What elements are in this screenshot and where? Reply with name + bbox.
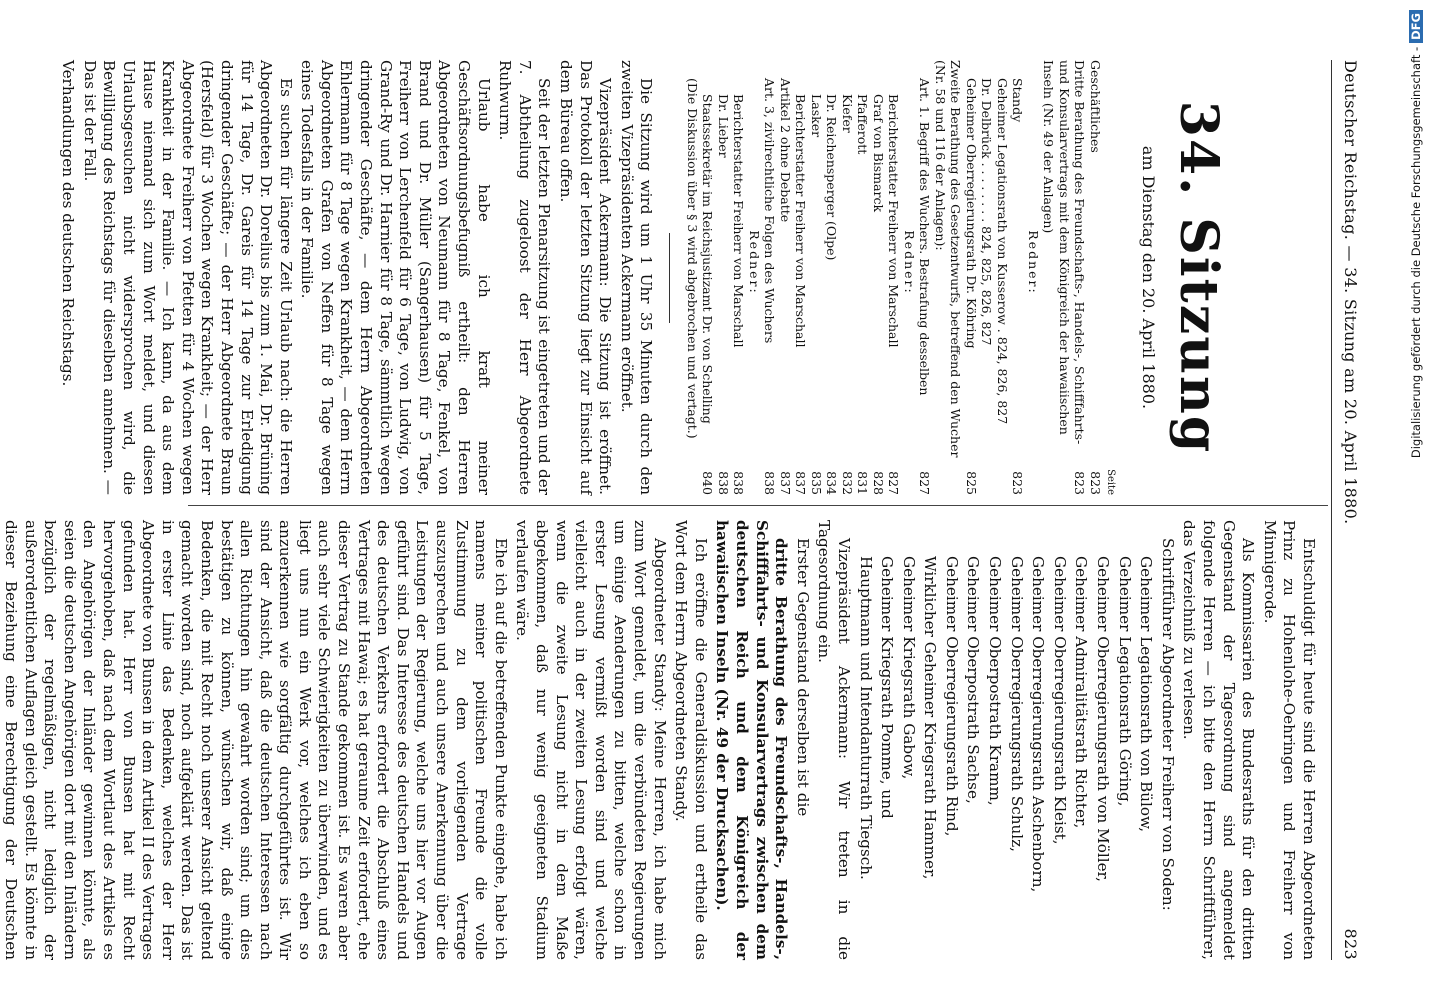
toc-row: [793, 60, 809, 495]
column-rule: [188, 505, 1328, 506]
dfg-notice: [1405, 10, 1427, 990]
left-column: [56, 60, 1318, 495]
toc-page: 838: [731, 471, 747, 495]
toc-row: [870, 60, 886, 495]
toc-entry: Zweite Berathung des Gesetzentwurfs, betreffend den Wucher (Nr. 58 und 116 der Anlagen):: [932, 60, 964, 458]
paragraph: Vizepräsident Ackermann: Die Sitzung ist eröffnet. Das Protokoll der letzten Sitzung liegt zur Einsicht auf dem Büreau offen.: [557, 60, 615, 495]
toc-row: [1010, 60, 1026, 495]
toc-entry: Redner:: [1025, 230, 1041, 295]
toc-page: 834: [824, 471, 840, 495]
page-number: 823: [1341, 928, 1360, 960]
list-item: Geheimer Oberpostrath Sachse,: [964, 556, 983, 804]
list-item: Geheimer Kriegsrath Gabow,: [899, 556, 918, 780]
list-item: Geheimer Oberregierungsrath Rind,: [942, 556, 961, 837]
toc-row: [731, 60, 747, 495]
session-title: 34. Sitzung: [1168, 100, 1229, 455]
dfg-sidebar: [1405, 10, 1427, 990]
toc-page: 840: [700, 471, 716, 495]
left-body: [58, 60, 656, 495]
toc-header: Seite: [1105, 469, 1117, 495]
toc-page: 827: [917, 471, 933, 495]
toc-page: 835: [808, 471, 824, 495]
toc-entry: Art. 3, zivilrechtliche Folgen des Wuchers: [762, 78, 778, 344]
section-rule: [669, 233, 670, 323]
list-item: Geheimer Oberregierungsrath Kleist,: [1050, 556, 1069, 845]
paragraph: Verhandlungen des deutschen Reichstags.: [59, 60, 78, 387]
toc-page: 825: [963, 471, 979, 495]
toc-row: [762, 60, 778, 495]
toc-page: 837: [793, 471, 809, 495]
toc-page: 828: [870, 471, 886, 495]
paragraph: Schriftführer Abgeordneter Freiherr von Soden:: [1158, 538, 1177, 911]
toc-page: 832: [839, 471, 855, 495]
toc-entry: Geheimer Legationsrath von Kusserow . 824, 826, 827: [994, 78, 1010, 425]
list-item: Geheimer Oberpostrath Kramm,: [986, 556, 1005, 806]
list-item: Geheimer Oberregierungsrath von Möller,: [1094, 556, 1113, 882]
toc-row: [808, 60, 824, 495]
list-item: Geheimer Legationsrath von Bülow,: [1137, 556, 1156, 833]
toc-entry: Art. 1. Begriff des Wuchers. Bestrafung desselben: [917, 78, 933, 396]
toc-page: [901, 465, 917, 495]
toc-row: [824, 60, 840, 495]
toc-entry: Geschäftliches: [1087, 60, 1103, 153]
toc-row: [684, 60, 700, 495]
toc-page: 823: [1087, 471, 1103, 495]
table-of-contents: [684, 60, 1118, 495]
toc-entry: Kiefer: [839, 94, 855, 133]
toc-entry: Lasker: [808, 94, 824, 138]
toc-page: [746, 465, 762, 495]
session-date: am Dienstag den 20. April 1880.: [1139, 145, 1158, 410]
toc-row: [1041, 60, 1088, 495]
paragraph: Entschuldigt für heute sind die Herren Abgeordneten Prinz zu Hohenlohe-Oehringen und Freiherr von Minnigerode.: [1260, 520, 1318, 960]
right-column: [0, 520, 1318, 960]
right-body: [0, 520, 1318, 960]
dfg-logo: DFG: [1409, 10, 1423, 43]
list-item: Geheimer Oberregierungsrath Aschenborn,: [1029, 556, 1048, 893]
toc-entry: Berichterstatter Freiherr von Marschall: [793, 94, 809, 348]
toc-entry: Artikel 2 ohne Debatte: [777, 78, 793, 223]
toc-row: [700, 60, 716, 495]
toc-entry: Graf von Bismarck: [870, 94, 886, 213]
toc-entry: Berichterstatter Freiherr von Marschall: [731, 94, 747, 348]
toc-entry: Berichterstatter Freiherr von Marschall: [886, 94, 902, 348]
toc-page: 823: [1072, 471, 1088, 495]
toc-entry: Dr. Lieber: [715, 94, 731, 158]
header-rule: [1331, 60, 1332, 960]
toc-row: [994, 60, 1010, 495]
paragraph: Abgeordneter Standy: Meine Herren, ich habe mich zum Wort gemeldet, um die verbündeten Regierungen um einige Aenderungen zu bitten, welche schon in erster Lesung vermißt worden sind und welche vielleicht auch in der zweiten Lesung erfolgt wären, wenn die zweite Lesung nicht in dem Maße abgekommen, daß nur wenig geeigneten Stadium verlaufen wäre.: [513, 520, 669, 960]
paragraph: Ich eröffne die Generaldiskussion und ertheile das Wort dem Herrn Abgeordneten Standy.: [672, 520, 710, 960]
toc-page: [1025, 465, 1041, 495]
dfg-notice-text: Digitalisierung gefördert durch die Deutsche Forschungsgemeinschaft -: [1409, 46, 1423, 459]
toc-row: [715, 60, 731, 495]
paragraph: Als Kommissarien des Bundesraths für den dritten Gegenstand der Tagesordnung sind angemeldet folgende Herren — ich bitte den Herrn Schriftführer, das Verzeichniß zu verlesen.: [1180, 520, 1258, 960]
toc-entry: Standy: [1010, 78, 1026, 123]
toc-page: [979, 465, 995, 495]
toc-entry: (Die Diskussion über § 3 wird abgebrochen und vertagt.): [684, 78, 700, 439]
toc-entry: Dr. Delbrück . . . . . . . . 824, 825, 826, 827: [979, 78, 995, 346]
toc-entry: Redner:: [901, 230, 917, 295]
paragraph: Es suchen für längere Zeit Urlaub nach: die Herren Abgeordneten Dr. Dorelius bis zum 1. Mai, Dr. Brüning für 14 Tage, Dr. Gareis für 14 Tage zur Erledigung dringender Geschäfte; — der Herr Abgeordnete Braun (Hersfeld) für 3 Wochen wegen Krankheit; — der Herr Abgeordnete Freiherr von Pfetten für 4 Wochen wegen Krankheit in der Familie. — Ich kann, da aus dem Hause niemand sich zum Wort meldet, und diesen Urlaubsgesuchen nicht widersprochen wird, die Bewilligung des Reichstags für dieselben annehmen. — Das ist der Fall.: [80, 60, 295, 495]
paragraph: Die Sitzung wird um 1 Uhr 35 Minuten durch den zweiten Vizepräsidenten Ackermann eröffnet.: [617, 60, 656, 495]
toc-entry: Dr. Reichensperger (Olpe): [824, 94, 840, 261]
toc-row: [886, 60, 902, 495]
paragraph: Urlaub habe ich kraft meiner Geschäftsordnungsbefugniß ertheilt: den Herren Abgeordneten von Neumann für 8 Tage, Fenkel, von Brand und Dr. Müller (Sangerhausen) für 5 Tage, Freiherr von Lerchenfeld für 6 Tage, von Ludwig, von Grand-Ry und Dr. Harnier für 8 Tage, sämmtlich wegen dringender Geschäfte, — dem Herrn Abgeordneten Ehlermann für 8 Tage wegen Krankheit, — dem Herrn Abgeordneten Grafen von Neffen für 8 Tage wegen eines Todesfalls in der Familie.: [298, 60, 493, 495]
list-item: Geheimer Oberregierungsrath Schulz,: [1007, 556, 1026, 852]
toc-page: 838: [715, 471, 731, 495]
list-item: Geheimer Admiralitätsrath Richter,: [1072, 556, 1091, 829]
toc-page: 831: [855, 471, 871, 495]
toc-row: [855, 60, 871, 495]
toc-page: 838: [762, 471, 778, 495]
paragraph: Vizepräsident Ackermann: Wir treten in die Tagesordnung ein.: [815, 520, 853, 960]
toc-row: [1025, 60, 1041, 495]
toc-page: 823: [1010, 471, 1026, 495]
list-item: Wirklicher Geheimer Kriegsrath Hammer,: [921, 556, 940, 880]
list-item: Geheimer Legationsrath Göring,: [1115, 556, 1134, 807]
toc-row: [979, 60, 995, 495]
toc-row: [839, 60, 855, 495]
toc-page: 827: [886, 471, 902, 495]
toc-entry: Pfafferott: [855, 94, 871, 155]
paragraph: Ehe ich auf die betreffenden Punkte eingehe, habe ich namens meiner politischen Freunde die volle Zustimmung zu dem vorliegenden Vertrage auszusprechen und auch unsere Anerkennung über die Leistungen der Regierung, welche uns hier vor Augen geführt sind. Das Interesse des deutschen Handels und des deutschen Verkehrs erfordert die Abschluß eines Vertrages mit Hawai; es hat geraume Zeit erfordert, ehe dieser Vertrag zu Stande gekommen ist. Es waren aber auch sehr viele Schwierigkeiten zu überwinden, und es liegt uns nun ein Werk vor, welches ich eben so anzuerkennen wie sorgfältig durchgeführtes ist. Wir sind der Ansicht, daß die deutschen Interessen nach allen Richtungen hin gewahrt worden sind; um dies bestätigen zu können, wünschen wir, daß einige Bedenken, die mit Recht noch unserer Ansicht geltend gemacht worden sind, noch aufgeklärt werden. Das ist in erster Linie das Bedenken, welches der Herr Abgeordnete von Bunsen in dem Artikel II des Vertrages gefunden hat. Herr von Bunsen hat mit Recht hervorgehoben, daß nach dem Wortlaut des Artikels es den Angehörigen der Inländer gewinnen könnte, als seien die deutschen Angehörigen dort mit den Inländern bezüglich der regelmäßigen, nicht lediglich der außerordentlichen Auflagen gleich gestellt. Es könnte in dieser Beziehung eine Berechtigung der Deutschen: [2, 520, 510, 960]
toc-row: [932, 60, 963, 495]
toc-row: [963, 60, 979, 495]
running-head-title: Deutscher Reichstag. — 34. Sitzung am 20. April 1880.: [1341, 60, 1360, 525]
paragraph: Seit der letzten Plenarsitzung ist eingetreten und der 7. Abtheilung zugeloost der Herr Abgeordnete Ruhwurm.: [496, 60, 554, 495]
toc-row: [746, 60, 762, 495]
toc-page: [994, 465, 1010, 495]
toc-entry: Redner:: [746, 230, 762, 295]
toc-entry: Dritte Berathung des Freundschafts-, Handels-, Schifffahrts- und Konsularvertrags mit dem Königreich der hawaiischen Inseln (Nr. 49 der Anlagen): [1041, 60, 1088, 445]
toc-entry: Geheimer Oberregierungsrath Dr. Köhring: [963, 78, 979, 349]
list-item: Geheimer Kriegsrath Pomme, und: [878, 556, 897, 819]
toc-row: [1087, 60, 1103, 495]
toc-page: [684, 465, 700, 495]
toc-row: [901, 60, 917, 495]
toc-page: [932, 465, 963, 495]
toc-row: [917, 60, 933, 495]
paragraph: Erster Gegenstand derselben ist die: [793, 538, 812, 817]
paragraph: dritte Berathung des Freundschafts-, Handels-, Schifffahrts- und Konsularvertrags zwischen dem deutschen Reich und dem Königreich der hawaiischen Inseln (Nr. 49 der Drucksachen).: [713, 520, 791, 960]
toc-row: [777, 60, 793, 495]
toc-entry: Staatssekretär im Reichsjustizamt Dr. von Schelling: [700, 94, 716, 424]
running-head: [1338, 60, 1360, 960]
toc-page: 837: [777, 471, 793, 495]
list-item: Hauptmann und Intendanturrath Tiegsch.: [856, 556, 875, 880]
